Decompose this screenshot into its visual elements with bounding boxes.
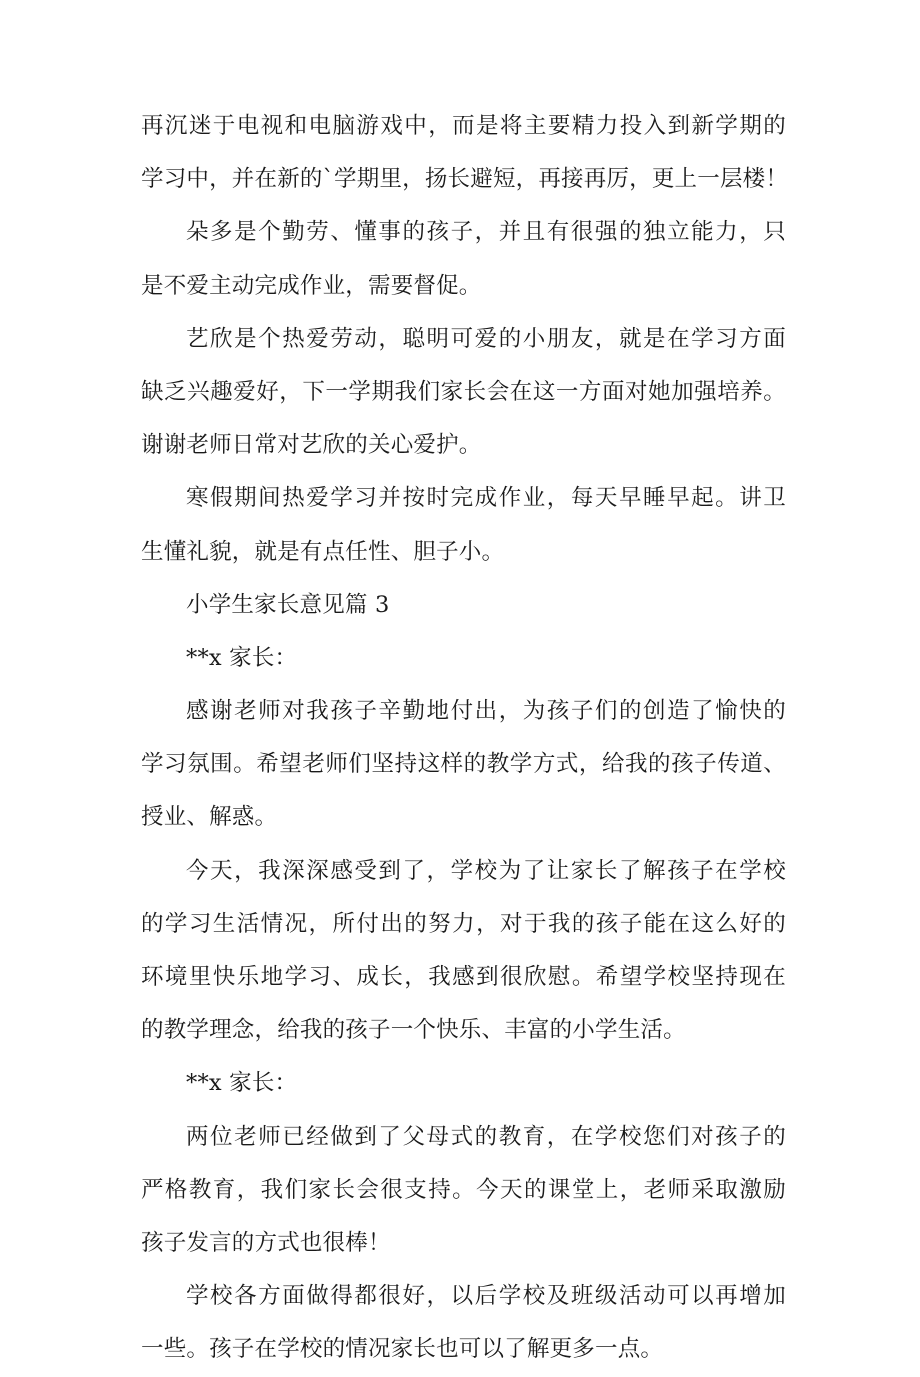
salutation: **x 家长：: [186, 644, 298, 671]
text-line: 艺欣是个热爱劳动，聪明可爱的小朋友，就是在学习方面: [186, 325, 786, 352]
text-line: 感谢老师对我孩子辛勤地付出，为孩子们的创造了愉快的: [186, 698, 786, 725]
text-line: 寒假期间热爱学习并按时完成作业，每天早睡早起。讲卫: [186, 485, 786, 512]
text-line: 严格教育，我们家长会很支持。今天的课堂上，老师采取激励: [141, 1176, 786, 1203]
text-line: 的教学理念，给我的孩子一个快乐、丰富的小学生活。: [141, 1017, 686, 1044]
text-line: 一些。孩子在学校的情况家长也可以了解更多一点。: [141, 1336, 664, 1363]
text-line: 今天，我深深感受到了，学校为了让家长了解孩子在学校: [186, 857, 786, 884]
text-line: 朵多是个勤劳、懂事的孩子，并且有很强的独立能力，只: [186, 219, 786, 246]
text-line: 的学习生活情况，所付出的努力，对于我的孩子能在这么好的: [141, 910, 786, 937]
text-line: 生懂礼貌，就是有点任性、胆子小。: [141, 538, 505, 565]
section-heading: 小学生家长意见篇 3: [186, 591, 390, 618]
watermark: zixin.com.cn: [455, 600, 755, 651]
text-line: 学习氛围。希望老师们坚持这样的教学方式，给我的孩子传道、: [141, 751, 786, 778]
text-line: 授业、解惑。: [141, 804, 278, 831]
text-line: 两位老师已经做到了父母式的教育，在学校您们对孩子的: [186, 1123, 786, 1150]
text-line: 缺乏兴趣爱好，下一学期我们家长会在这一方面对她加强培养。: [141, 378, 786, 405]
text-line: 谢谢老师日常对艺欣的关心爱护。: [141, 432, 482, 459]
text-line: 环境里快乐地学习、成长，我感到很欣慰。希望学校坚持现在: [141, 964, 786, 990]
salutation: **x 家长：: [186, 1070, 298, 1097]
text-line: 再沉迷于电视和电脑游戏中，而是将主要精力投入到新学期的: [141, 113, 786, 139]
text-line: 孩子发言的方式也很棒！: [141, 1229, 391, 1256]
text-line: 学校各方面做得都很好，以后学校及班级活动可以再增加: [186, 1283, 786, 1310]
text-line: 是不爱主动完成作业，需要督促。: [141, 272, 482, 299]
document-body: [141, 100, 789, 1377]
text-line: 学习中，并在新的`学期里，扬长避短，再接再厉，更上一层楼！: [141, 166, 789, 193]
